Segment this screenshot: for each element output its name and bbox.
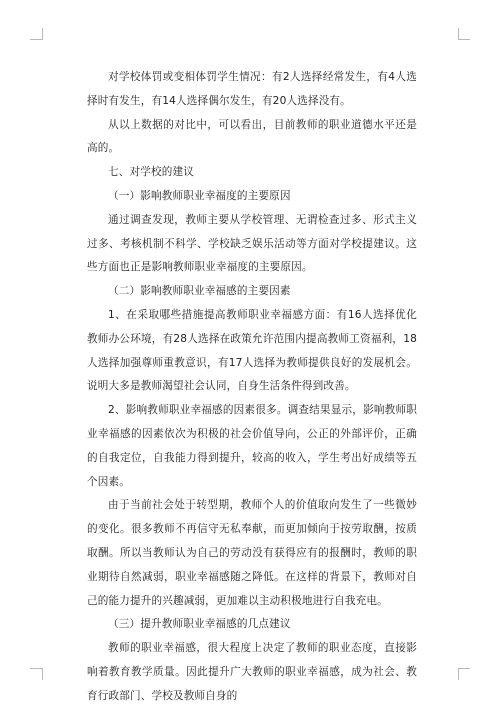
crop-mark-top-left-h xyxy=(30,39,42,40)
document-body xyxy=(87,66,417,709)
paragraph-measures: 1、在采取哪些措施提高教师职业幸福感方面：有16人选择优化教师办公环境，有28人选择在政策允许范围内提高教师工资福利，18人选择加强尊师重教意识，有17人选择为教师提供良好的发展机会。说明大多是教师渴望社会认同，自身生活条件得到改善。 xyxy=(87,308,417,393)
subheading-main-factors: （二）影响教师职业幸福感的主要因素 xyxy=(108,285,291,298)
crop-mark-bottom-left-h xyxy=(30,668,42,669)
crop-mark-bottom-right-h xyxy=(458,668,470,669)
paragraph-ethics-conclusion: 从以上数据的对比中，可以看出，目前教师的职业道德水平还是高的。 xyxy=(87,118,417,155)
crop-mark-top-right-h xyxy=(458,39,470,40)
crop-mark-bottom-left-v xyxy=(42,668,43,680)
paragraph-factors: 2、影响教师职业幸福感的因素很多。调查结果显示，影响教师职业幸福感的因素依次为积极的社会价值导向，公正的外部评价，正确的自我定位，自我能力得到提升，较高的收入，学生考出好成绩等五个因素。 xyxy=(87,404,417,488)
subheading-suggestions: （三）提升教师职业幸福感的几点建议 xyxy=(108,618,291,631)
section-heading-suggestions: 七、对学校的建议 xyxy=(108,166,194,179)
paragraph-happiness-importance: 教师的职业幸福感，很大程度上决定了教师的职业态度，直接影响着教育教学质量。因此提升广大教师的职业幸福感，成为社会、教育行政部门、学校及教师自身的 xyxy=(87,642,417,702)
crop-mark-top-right-v xyxy=(458,28,459,40)
crop-mark-top-left-v xyxy=(42,28,43,40)
subheading-main-reasons: （一）影响教师职业幸福度的主要原因 xyxy=(108,189,291,202)
paragraph-transition-period: 由于当前社会处于转型期，教师个人的价值取向发生了一些微妙的变化。很多教师不再信守无私奉献，而更加倾向于按劳取酬，按质取酬。所以当教师认为自己的劳动没有获得应有的报酬时，教师的职业期待自然减弱，职业幸福感随之降低。在这样的背景下，教师对自己的能力提升的兴趣减弱，更加难以主动积极地进行自我充电。 xyxy=(87,499,417,607)
paragraph-corporal-punishment: 对学校体罚或变相体罚学生情况：有2人选择经常发生，有4人选择时有发生，有14人选择偶尔发生，有20人选择没有。 xyxy=(87,71,417,107)
paragraph-survey-findings: 通过调查发现，教师主要从学校管理、无谓检查过多、形式主义过多、考核机制不科学、学校缺乏娱乐活动等方面对学校提建议。这些方面也正是影响教师职业幸福度的主要原因。 xyxy=(87,213,417,274)
crop-mark-bottom-right-v xyxy=(458,668,459,680)
